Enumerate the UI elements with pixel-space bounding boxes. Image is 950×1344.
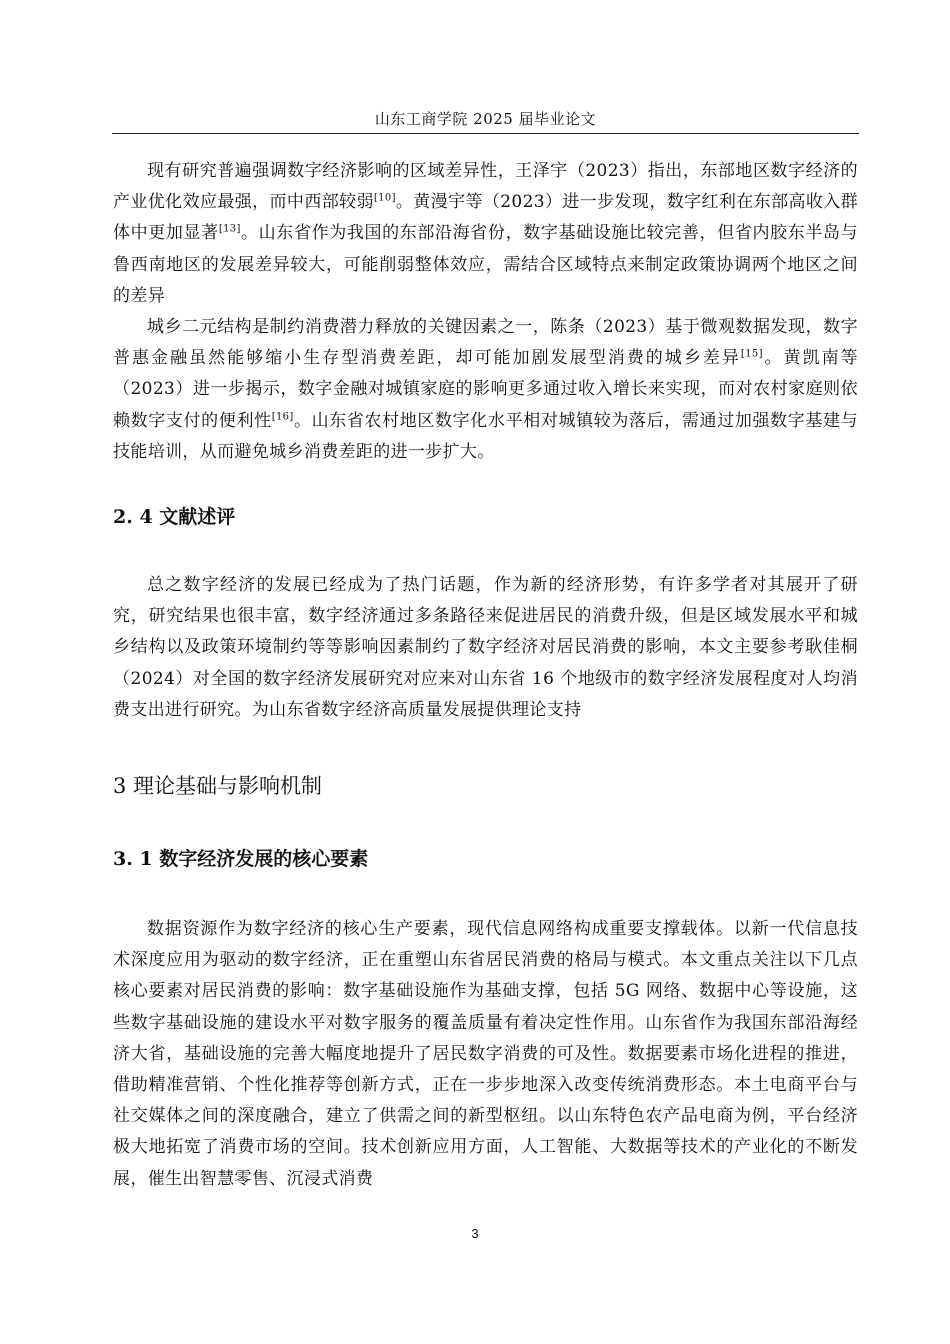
paragraph-text: 。黄漫宇等（2023）进一步发现，数字红利在东部高收入群体中更加显著 (113, 192, 858, 244)
citation-ref: [10] (373, 192, 396, 204)
paragraph-text: 。黄凯南等（2023）进一步揭示，数字金融对城镇家庭的影响更多通过收入增长来实现，而对农村家庭则依赖数字支付的便利性 (113, 348, 858, 431)
citation-ref: [13] (218, 223, 241, 235)
paragraph-literature-review: 总之数字经济的发展已经成为了热门话题，作为新的经济形势，有许多学者对其展开了研究，研究结果也很丰富，数字经济通过多条路径来促进居民的消费升级，但是区域发展水平和城乡结构以及政策环境制约等等影响因素制约了数字经济对居民消费的影响，本文主要参考耿佳桐（2024）对全国的数字经济发展研究对应来对山东省 16 个地级市的数字经济发展程度对人均消费支出进行研究。为山东省数字经济高质量发展提供理论支持 (113, 575, 858, 720)
section-heading-3-1: 3. 1 数字经济发展的核心要素 (113, 848, 369, 871)
paragraph-text: 城乡二元结构是制约消费潜力释放的关键因素之一，陈条（2023）基于微观数据发现，数字普惠金融虽然能够缩小生存型消费差距，却可能加剧发展型消费的城乡差异 (113, 317, 858, 369)
running-header: 山东工商学院 2025 届毕业论文 (374, 110, 597, 128)
paragraph-regional-differences (113, 156, 858, 312)
paragraph-urban-rural (113, 312, 858, 468)
paragraph-text: 现有研究普遍强调数字经济影响的区域差异性，王泽宇（2023）指出，东部地区数字经济的产业优化效应最强，而中西部较弱 (113, 161, 858, 213)
page-number: 3 (471, 1226, 479, 1241)
paragraph-text: 。山东省作为我国的东部沿海省份，数字基础设施比较完善，但省内胶东半岛与鲁西南地区的发展差异较大，可能削弱整体效应，需结合区域特点来制定政策协调两个地区之间的差异 (113, 223, 858, 306)
paragraph-text: 。山东省农村地区数字化水平相对城镇较为落后，需通过加强数字基建与技能培训，从而避免城乡消费差距的进一步扩大。 (113, 410, 858, 462)
citation-ref: [16] (271, 410, 294, 422)
header-divider (112, 133, 859, 134)
document-body (113, 156, 858, 1195)
paragraph-core-elements: 数据资源作为数字经济的核心生产要素，现代信息网络构成重要支撑载体。以新一代信息技术深度应用为驱动的数字经济，正在重塑山东省居民消费的格局与模式。本文重点关注以下几点核心要素对居民消费的影响：数字基础设施作为基础支撑，包括 5G 网络、数据中心等设施，这些数字基础设施的建设水平对数字服务的覆盖质量有着决定性作用。山东省作为我国东部沿海经济大省，基础设施的完善大幅度地提升了居民数字消费的可及性。数据要素市场化进程的推进，借助精准营销、个性化推荐等创新方式，正在一步步地深入改变传统消费形态。本土电商平台与社交媒体之间的深度融合，建立了供需之间的新型枢纽。以山东特色农产品电商为例，平台经济极大地拓宽了消费市场的空间。技术创新应用方面，人工智能、大数据等技术的产业化的不断发展，催生出智慧零售、沉浸式消费 (113, 919, 858, 1189)
section-heading-2-4: 2. 4 文献述评 (113, 506, 236, 529)
chapter-heading-3: 3 理论基础与影响机制 (113, 774, 323, 799)
citation-ref: [15] (740, 348, 763, 360)
